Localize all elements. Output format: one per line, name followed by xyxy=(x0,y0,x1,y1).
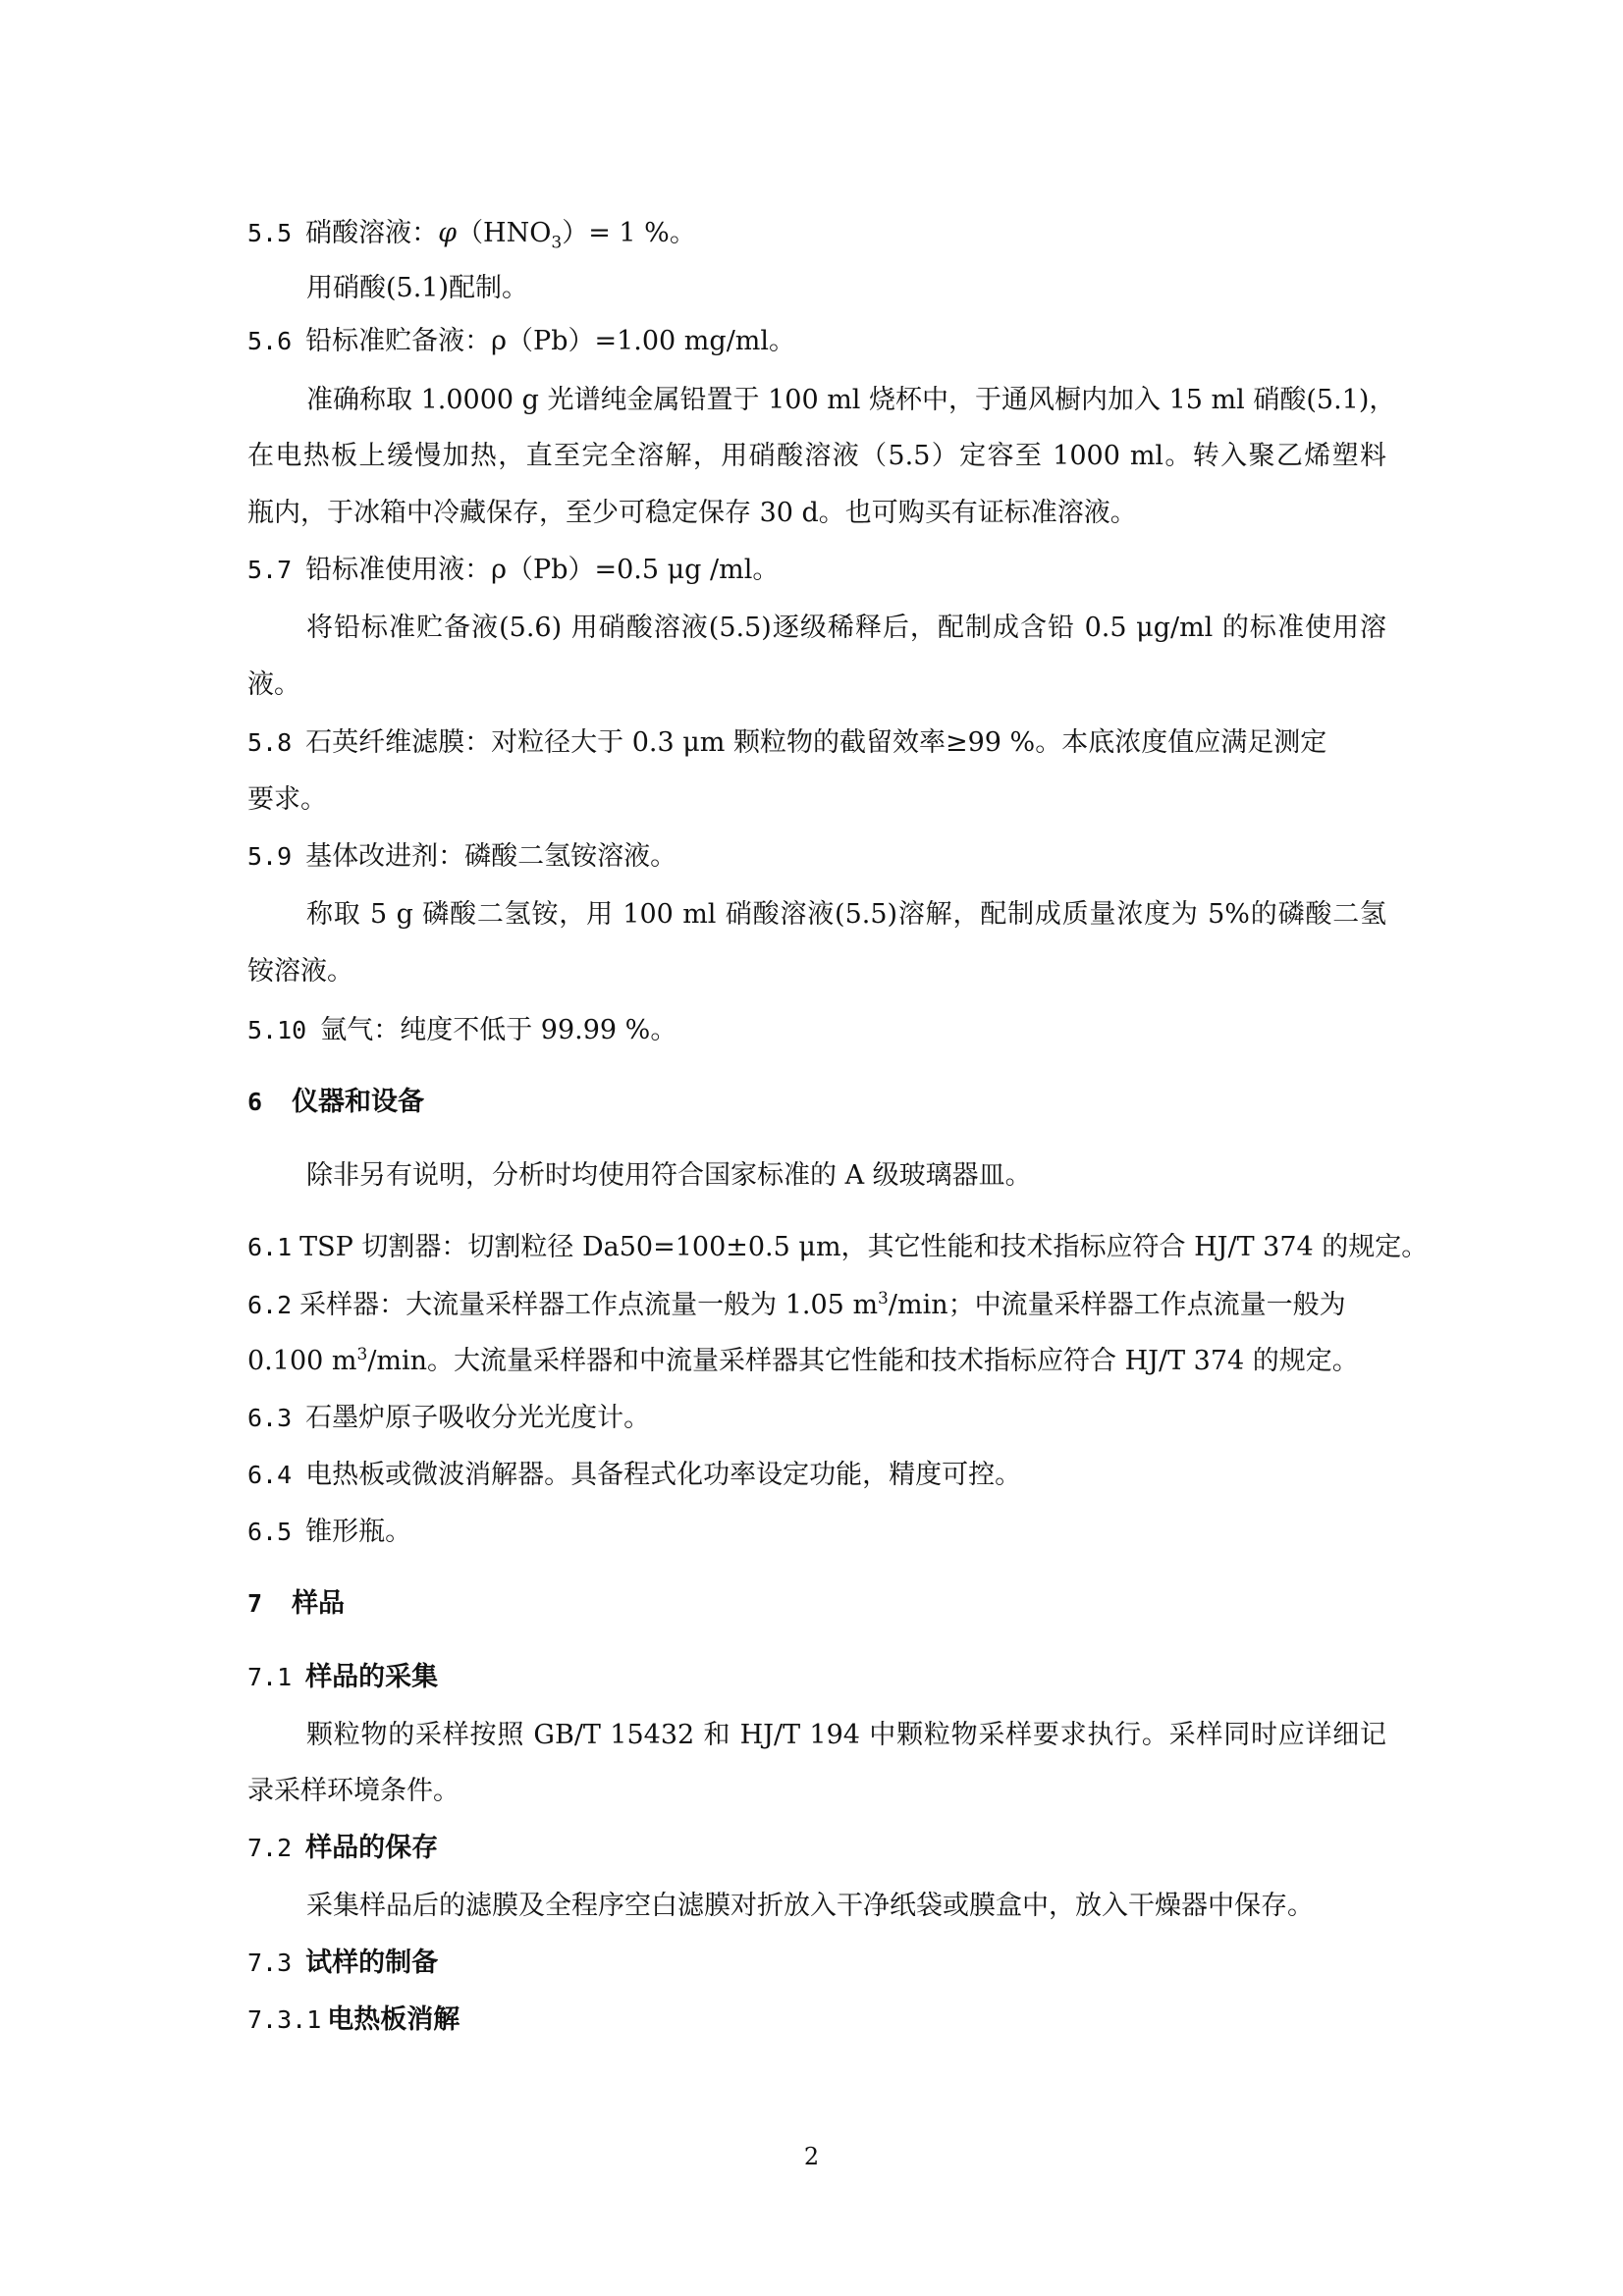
section-7-2-heading xyxy=(247,1829,1386,1868)
section-number: 5.8 xyxy=(247,728,293,757)
section-7-1-heading xyxy=(247,1658,1386,1697)
section-title: 样品的采集 xyxy=(305,1662,439,1692)
superscript: 3 xyxy=(878,1289,889,1308)
page-number: 2 xyxy=(803,2143,820,2170)
section-number: 7.3 xyxy=(247,1949,293,1977)
section-text: 硝酸溶液： xyxy=(305,218,439,248)
section-text: 采样器：大流量采样器工作点流量一般为 1.05 m xyxy=(299,1290,879,1320)
section-number: 5.6 xyxy=(247,327,293,355)
section-6-3 xyxy=(247,1399,1386,1438)
superscript: 3 xyxy=(356,1345,368,1364)
section-6-2 xyxy=(247,1286,1386,1325)
formula-part: （HNO xyxy=(457,218,552,248)
chapter-title: 仪器和设备 xyxy=(292,1087,425,1117)
section-text: 氩气：纯度不低于 99.99 %。 xyxy=(320,1015,677,1045)
paragraph-line: 液。 xyxy=(247,669,300,700)
section-number: 5.9 xyxy=(247,842,293,871)
section-title: 电热板消解 xyxy=(327,2004,460,2035)
section-number: 6.4 xyxy=(247,1461,293,1489)
section-text: 铅标准贮备液：ρ（Pb）=1.00 mg/ml。 xyxy=(305,326,796,356)
paragraph: 用硝酸(5.1)配制。 xyxy=(306,273,529,303)
chapter-number: 6 xyxy=(247,1088,263,1116)
section-text: 铅标准使用液：ρ（Pb）=0.5 μg /ml。 xyxy=(305,555,780,585)
section-number: 7.2 xyxy=(247,1834,293,1862)
section-5-5 xyxy=(247,214,1386,253)
chapter-7-heading xyxy=(247,1584,1386,1624)
phi-symbol: φ xyxy=(438,218,458,248)
paragraph: 采集样品后的滤膜及全程序空白滤膜对折放入干净纸袋或膜盒中，放入干燥器中保存。 xyxy=(306,1891,1314,1921)
paragraph: 除非另有说明，分析时均使用符合国家标准的 A 级玻璃器皿。 xyxy=(306,1160,1032,1191)
section-number: 7.3.1 xyxy=(247,2005,322,2034)
paragraph-line: 在电热板上缓慢加热，直至完全溶解，用硝酸溶液（5.5）定容至 1000 ml。转入聚乙烯塑料 xyxy=(247,441,1386,471)
section-6-5 xyxy=(247,1513,1386,1552)
section-5-8 xyxy=(247,723,1386,763)
section-text: TSP 切割器：切割粒径 Da50=100±0.5 μm，其它性能和技术指标应符合 HJ/T 374 的规定。 xyxy=(299,1232,1429,1262)
chapter-number: 7 xyxy=(247,1589,263,1618)
paragraph-line: 瓶内，于冰箱中冷藏保存，至少可稳定保存 30 d。也可购买有证标准溶液。 xyxy=(247,498,1137,528)
paragraph-line: 颗粒物的采样按照 GB/T 15432 和 HJ/T 194 中颗粒物采样要求执行。采样同时应详细记 xyxy=(306,1720,1386,1750)
paragraph-line: 录采样环境条件。 xyxy=(247,1776,460,1806)
section-6-1 xyxy=(247,1228,1429,1267)
paragraph-line: 铵溶液。 xyxy=(247,956,353,987)
section-text: 石墨炉原子吸收分光光度计。 xyxy=(305,1403,651,1433)
section-title: 样品的保存 xyxy=(305,1833,439,1863)
formula-part: ）= 1 %。 xyxy=(562,218,696,248)
chapter-6-heading xyxy=(247,1083,1386,1122)
section-text: 基体改进剂：磷酸二氢铵溶液。 xyxy=(305,841,677,872)
section-text: 石英纤维滤膜：对粒径大于 0.3 μm 颗粒物的截留效率≥99 %。本底浓度值应满足测定 xyxy=(305,727,1327,758)
section-text: /min；中流量采样器工作点流量一般为 xyxy=(888,1290,1346,1320)
section-text: 锥形瓶。 xyxy=(305,1517,412,1547)
section-5-6 xyxy=(247,322,1386,361)
paragraph-line: 将铅标准贮备液(5.6) 用硝酸溶液(5.5)逐级稀释后，配制成含铅 0.5 μg/ml 的标准使用溶 xyxy=(306,613,1386,643)
section-number: 5.5 xyxy=(247,219,293,247)
section-5-9 xyxy=(247,837,1386,877)
section-number: 7.1 xyxy=(247,1663,293,1691)
formula-subscript: 3 xyxy=(551,233,563,253)
section-number: 6.5 xyxy=(247,1518,293,1546)
paragraph-line: 称取 5 g 磷酸二氢铵，用 100 ml 硝酸溶液(5.5)溶解，配制成质量浓度为 5%的磷酸二氢 xyxy=(306,899,1386,930)
section-number: 5.7 xyxy=(247,556,293,584)
text-part: /min。大流量采样器和中流量采样器其它性能和技术指标应符合 HJ/T 374 的规定。 xyxy=(367,1346,1359,1376)
text-part: 0.100 m xyxy=(247,1346,357,1376)
paragraph-line: 要求。 xyxy=(247,784,327,815)
section-number: 6.1 xyxy=(247,1233,293,1261)
section-title: 试样的制备 xyxy=(305,1948,439,1978)
section-7-3-heading xyxy=(247,1944,1386,1983)
section-number: 5.10 xyxy=(247,1016,307,1044)
section-7-3-1-heading xyxy=(247,2001,1386,2040)
section-number: 6.3 xyxy=(247,1404,293,1432)
section-6-4 xyxy=(247,1456,1386,1495)
paragraph-line xyxy=(247,1342,1386,1381)
paragraph-line: 准确称取 1.0000 g 光谱纯金属铅置于 100 ml 烧杯中，于通风橱内加入 15 ml 硝酸(5.1)， xyxy=(306,385,1396,415)
section-5-10 xyxy=(247,1011,1386,1050)
section-5-7 xyxy=(247,551,1386,590)
chapter-title: 样品 xyxy=(292,1588,346,1619)
section-text: 电热板或微波消解器。具备程式化功率设定功能，精度可控。 xyxy=(305,1460,1022,1490)
section-number: 6.2 xyxy=(247,1291,293,1319)
